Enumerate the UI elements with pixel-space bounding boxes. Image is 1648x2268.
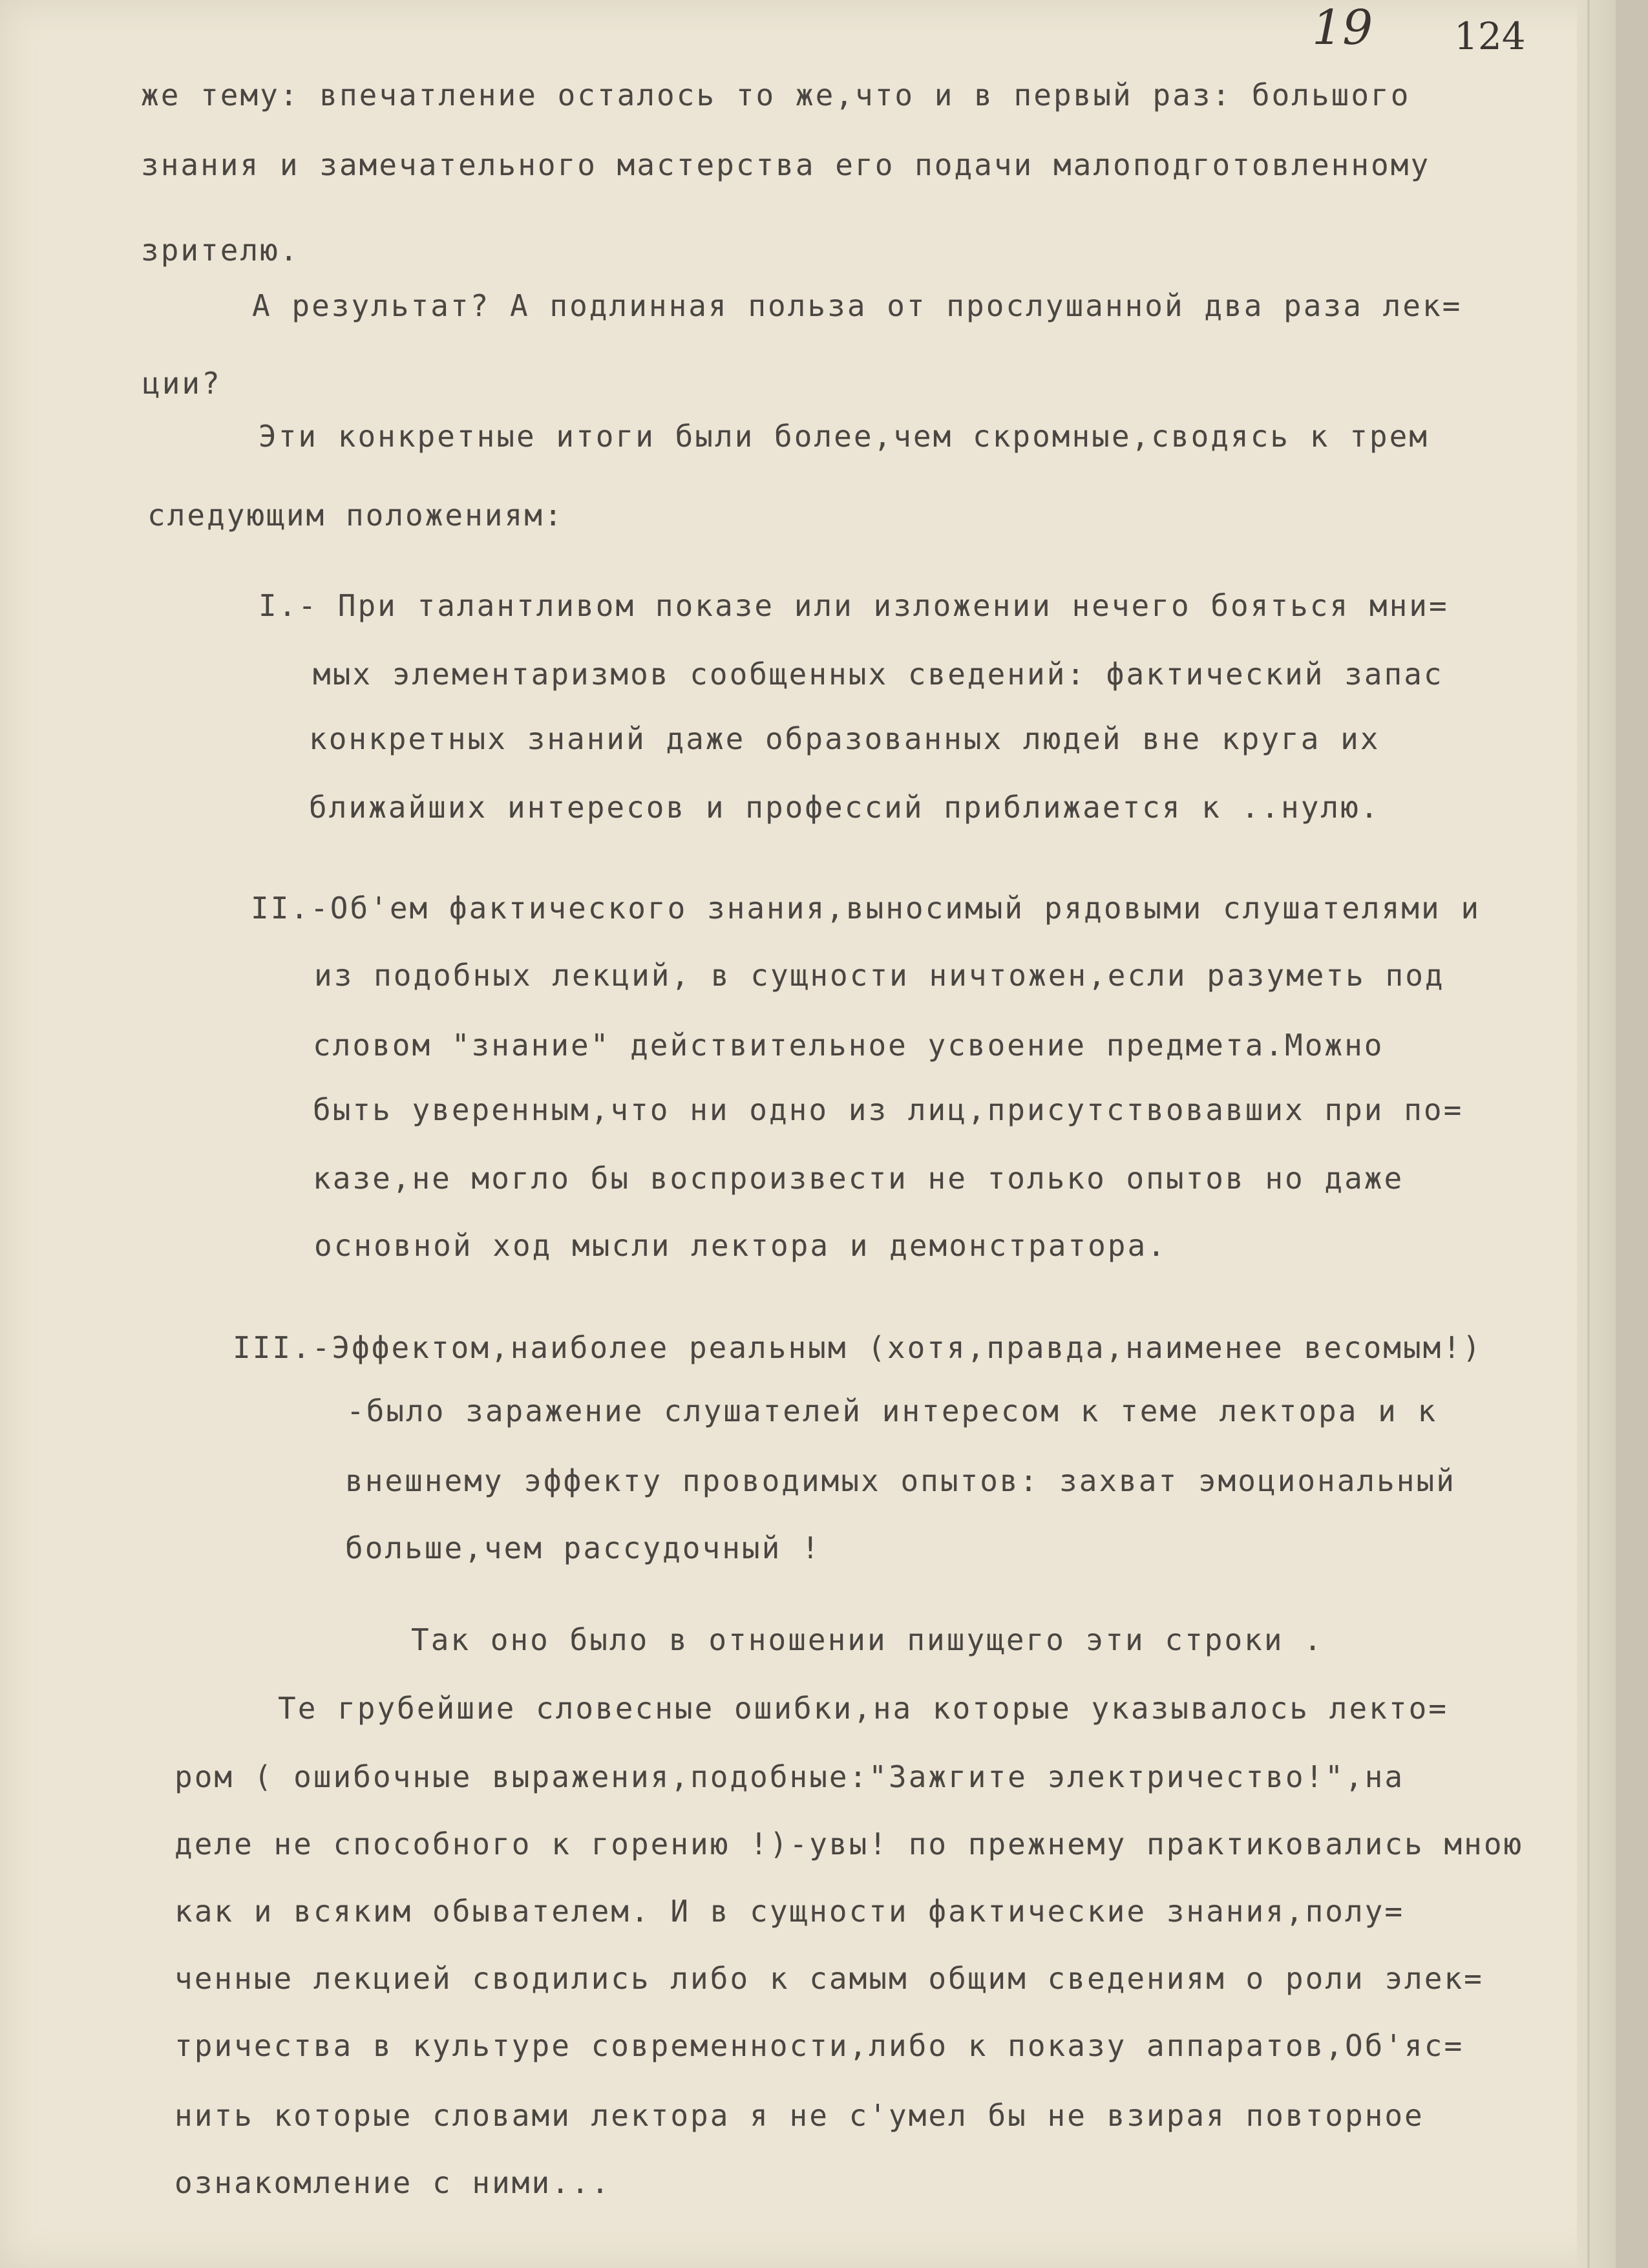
- text-line: -было заражение слушателей интересом к теме лектора и к: [346, 1394, 1438, 1428]
- text-line: зрителю.: [141, 233, 300, 268]
- text-line: ближайших интересов и профессий приближается к ..нулю.: [309, 790, 1380, 825]
- page-number: 124: [1454, 14, 1526, 58]
- text-line: ции?: [142, 366, 222, 401]
- text-line: быть уверенным,что ни одно из лиц,присутствовавших при по=: [313, 1092, 1464, 1127]
- text-line: словом "знание" действительное усвоение предмета.Можно: [313, 1028, 1384, 1063]
- text-line: Те грубейшие словесные ошибки,на которые указывалось лекто=: [278, 1691, 1448, 1726]
- text-line: нить которые словами лектора я не с'умел бы не взирая повторное: [174, 2098, 1424, 2133]
- list-item-1: I.- При талантливом показе или изложении нечего бояться мни=: [259, 588, 1449, 623]
- text-line: Так оно было в отношении пишущего эти строки .: [411, 1622, 1324, 1657]
- text-line: следующим положениям:: [147, 498, 564, 533]
- text-line: ченные лекцией сводились либо к самым общим сведениям о роли элек=: [174, 1961, 1484, 1996]
- text-line: же тему: впечатление осталось то же,что и в первый раз: большого: [141, 78, 1411, 112]
- text-line: мых элементаризмов сообщенных сведений: фактический запас: [313, 657, 1444, 692]
- list-item-3: III.-Эффектом,наиболее реальным (хотя,правда,наименее весомым!): [233, 1330, 1483, 1365]
- paper-fold: [1587, 0, 1590, 2268]
- text-line: основной ход мысли лектора и демонстратора.: [314, 1228, 1167, 1263]
- text-line: конкретных знаний даже образованных людей вне круга их: [309, 721, 1380, 756]
- text-line: тричества в культуре современности,либо к показу аппаратов,Об'яс=: [174, 2028, 1464, 2063]
- text-line: деле не способного к горению !)-увы! по прежнему практиковались мною: [174, 1827, 1524, 1861]
- text-line: А результат? А подлинная польза от прослушанной два раза лек=: [252, 288, 1463, 323]
- text-line: ром ( ошибочные выражения,подобные:"Зажгите электричество!",на: [174, 1759, 1405, 1794]
- list-item-2: II.-Об'ем фактического знания,выносимый рядовыми слушателями и: [251, 891, 1481, 926]
- text-line: из подобных лекций, в сущности ничтожен,если разуметь под: [314, 958, 1445, 993]
- text-line: знания и замечательного мастерства его подачи малоподготовленному: [141, 147, 1431, 182]
- text-line: Эти конкретные итоги были более,чем скромные,сводясь к трем: [259, 419, 1429, 454]
- paper-edge: [1577, 0, 1616, 2268]
- text-line: как и всяким обывателем. И в сущности фактические знания,полу=: [174, 1894, 1405, 1929]
- text-line: казе,не могло бы воспроизвести не только опытов но даже: [313, 1161, 1404, 1196]
- text-line: больше,чем рассудочный !: [345, 1531, 821, 1565]
- handwritten-page-number: 19: [1312, 0, 1373, 56]
- text-line: ознакомление с ними...: [174, 2165, 611, 2200]
- text-line: внешнему эффекту проводимых опытов: захват эмоциональный: [345, 1463, 1456, 1498]
